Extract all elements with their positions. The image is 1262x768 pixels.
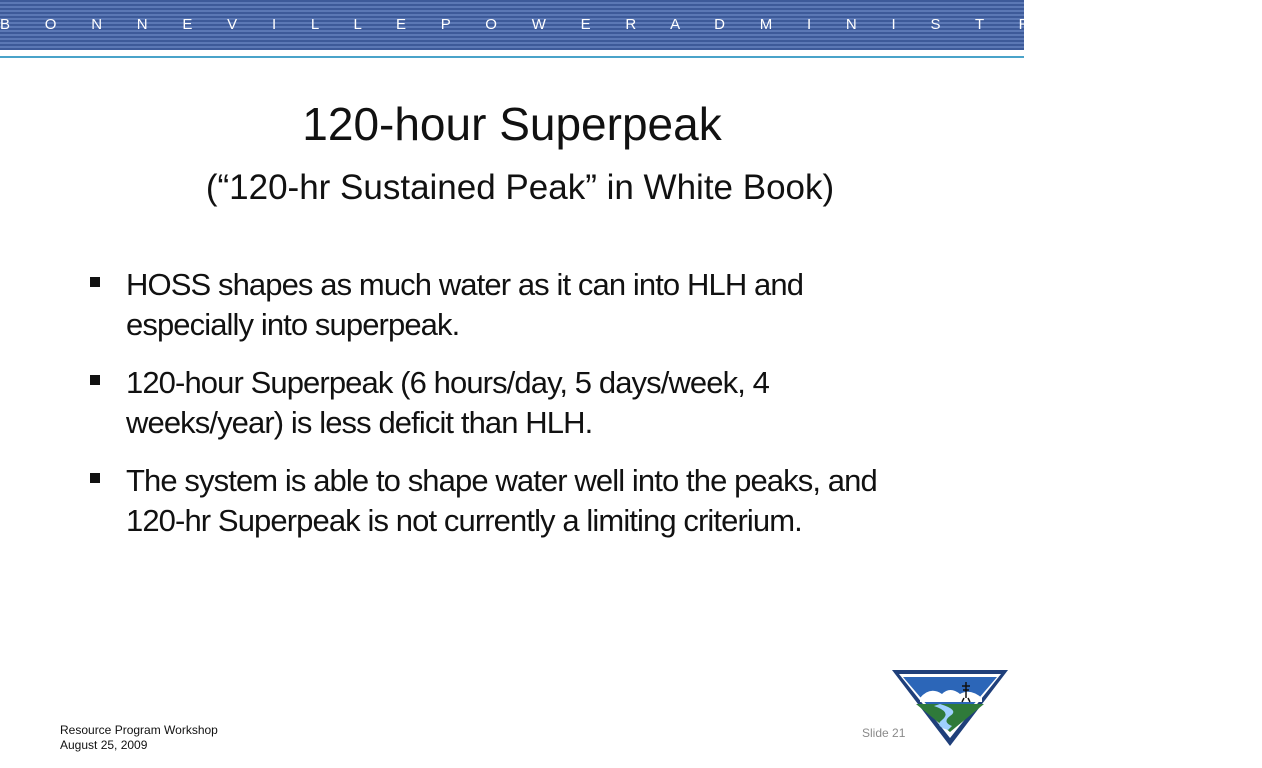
bullet-text: HOSS shapes as much water as it can into HLH and especially into superpeak.	[126, 267, 804, 342]
footer-date: August 25, 2009	[60, 738, 148, 752]
bullet-item	[90, 461, 920, 541]
footer-event: Resource Program Workshop	[60, 723, 218, 737]
header-org-name: B O N N E V I L L E P O W E R A D M I N I S T R A T I O N	[0, 16, 1262, 33]
square-bullet-icon	[90, 375, 100, 385]
square-bullet-icon	[90, 473, 100, 483]
slide-title: 120-hour Superpeak	[302, 98, 722, 150]
footer-info	[60, 723, 218, 753]
bullet-list	[90, 265, 920, 559]
square-bullet-icon	[90, 277, 100, 287]
slide-subtitle: (“120-hr Sustained Peak” in White Book)	[205, 168, 835, 207]
bpa-logo-icon	[890, 668, 1010, 748]
bullet-text: 120-hour Superpeak (6 hours/day, 5 days/week, 4 weeks/year) is less deficit than HLH.	[126, 365, 769, 440]
slide-number: Slide 21	[862, 726, 906, 740]
header-divider	[0, 56, 1024, 58]
bullet-item	[90, 265, 920, 345]
bullet-item	[90, 363, 920, 443]
bullet-text: The system is able to shape water well into the peaks, and 120-hr Superpeak is not currently a limiting criterium.	[126, 463, 877, 538]
